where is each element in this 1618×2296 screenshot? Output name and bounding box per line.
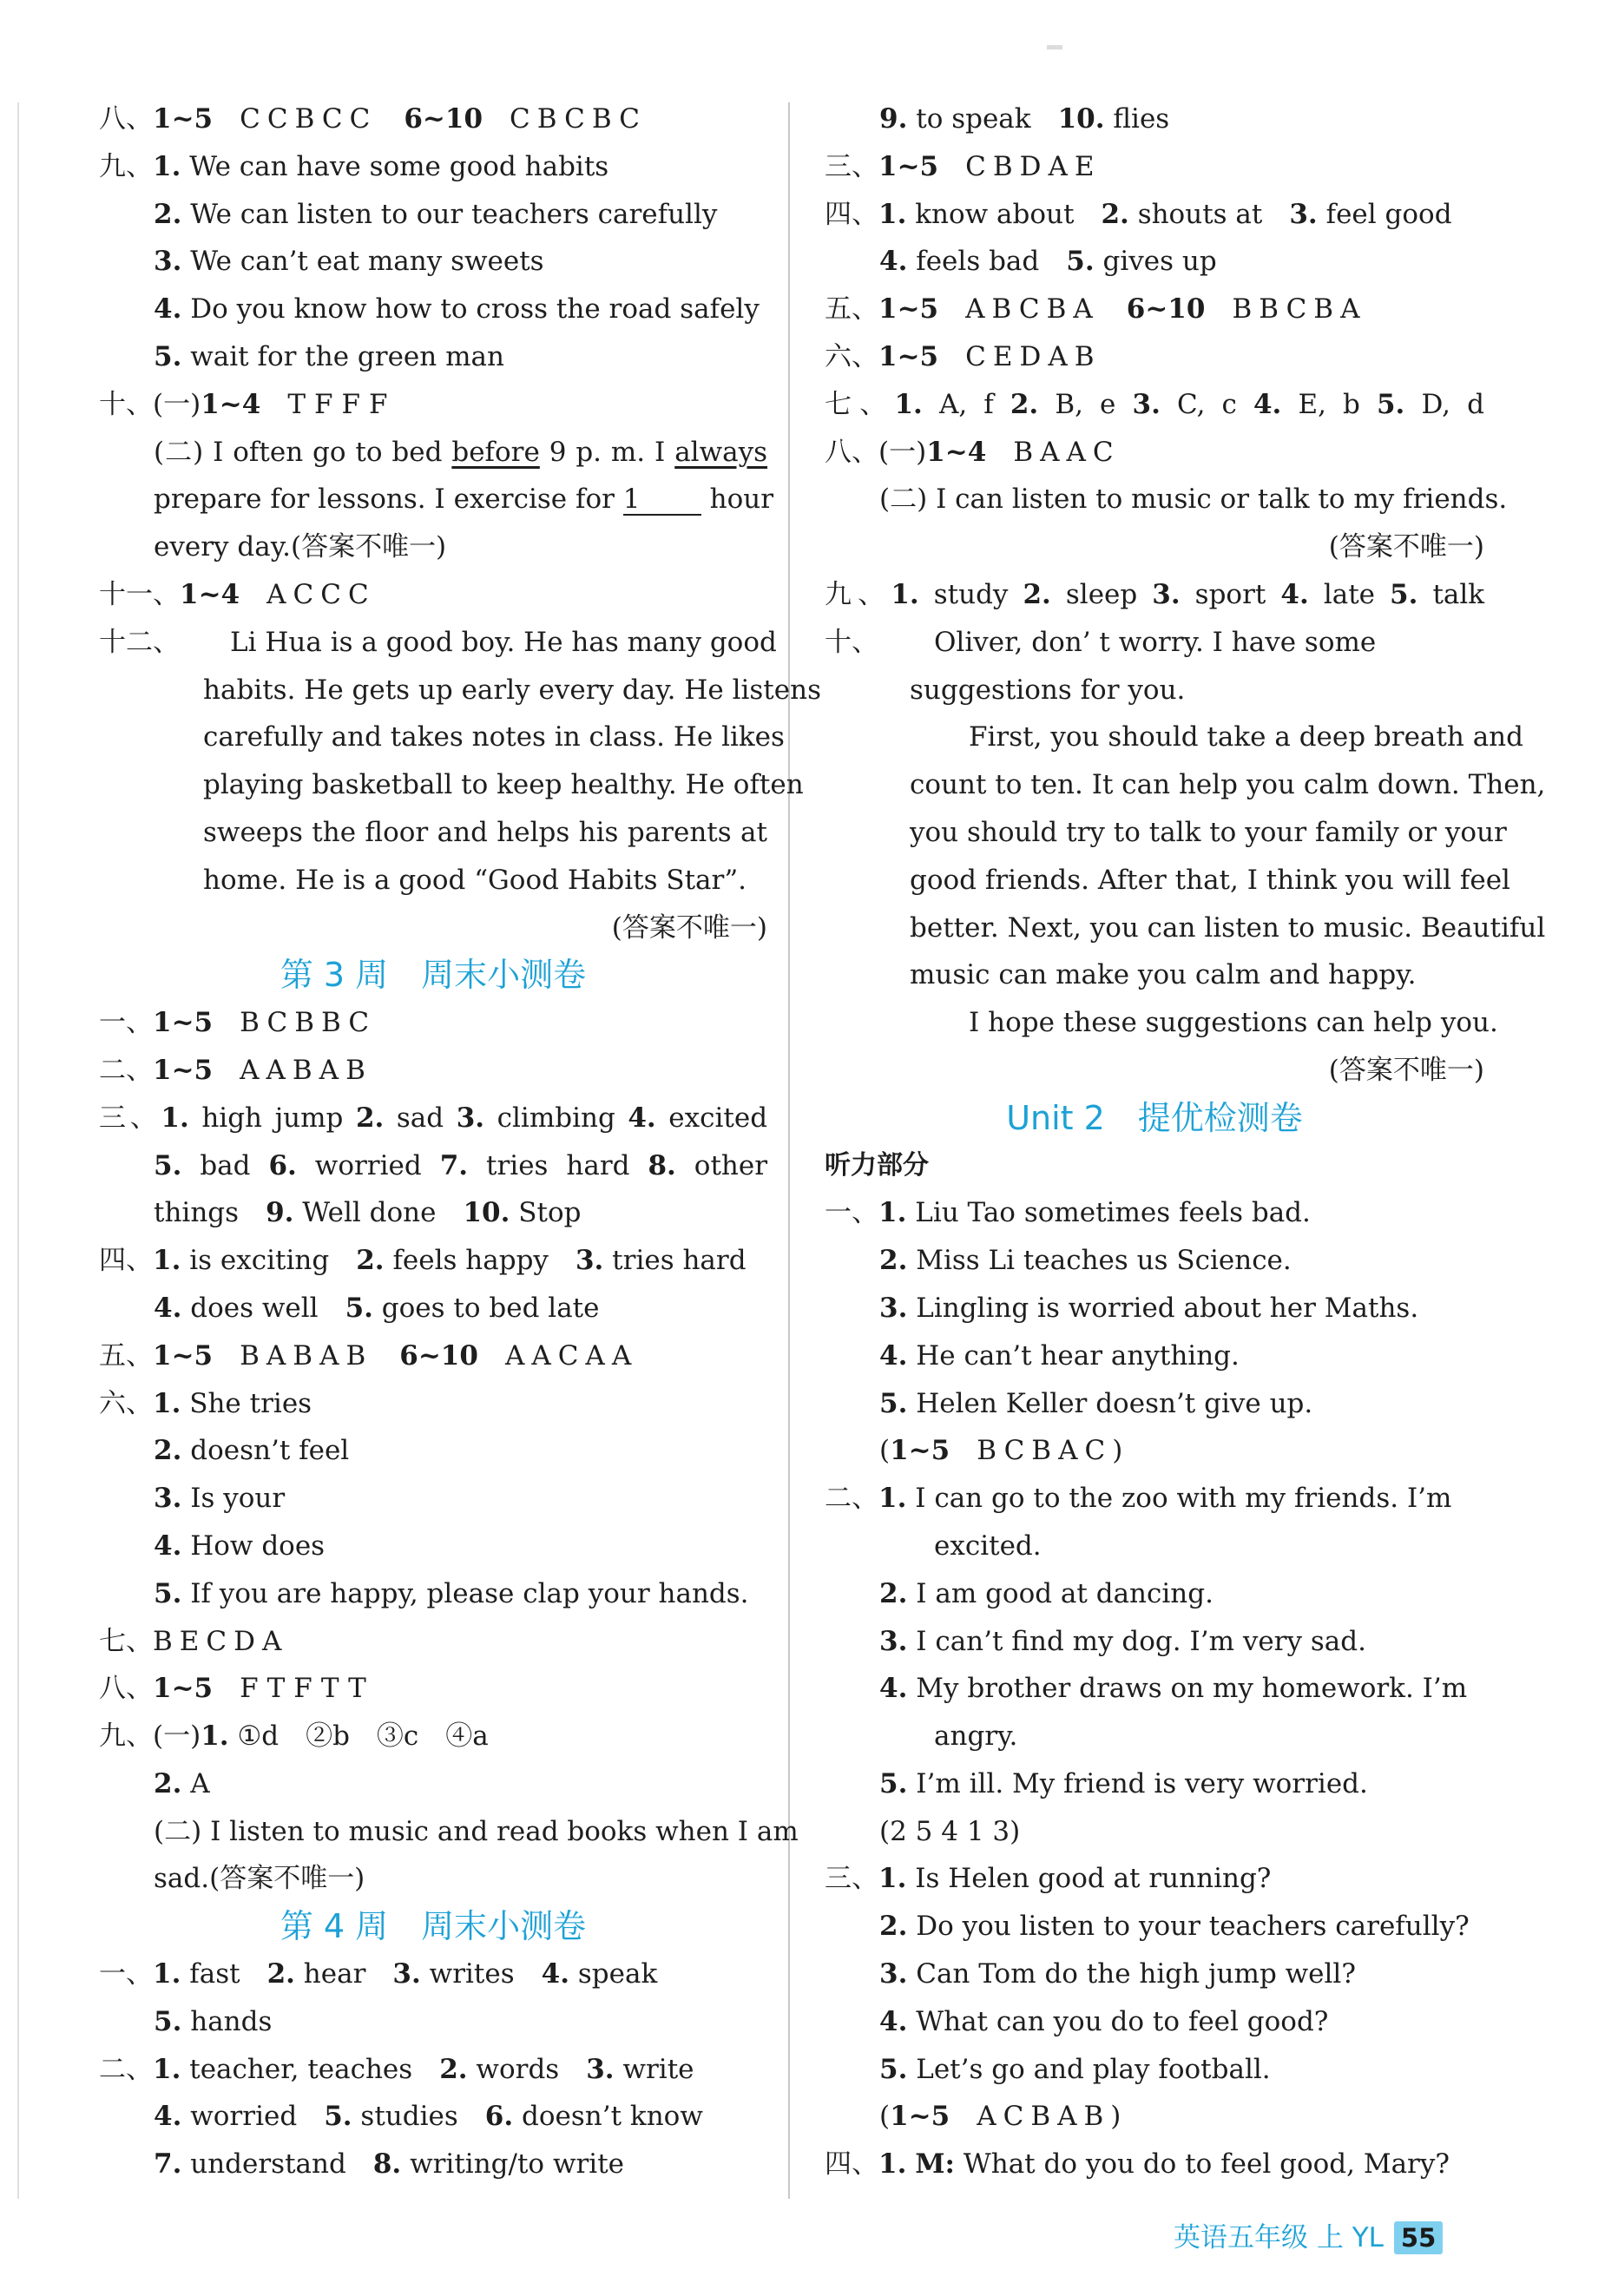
essay-line: habits. He gets up early every day. He listens [203, 674, 821, 706]
answer-line: 八、1~5 FTFTT [99, 1673, 375, 1705]
answer-line: things 9. Well done 10. Stop [154, 1197, 582, 1229]
page-number: 55 [1394, 2221, 1443, 2254]
answer-line: 九、1. study 2. sleep 3. sport 4. late 5. talk [825, 578, 1485, 610]
answer-line: 五、1~5 BABAB 6~10 AACAA [99, 1339, 639, 1372]
answer-line: 十、 Oliver, don’ t worry. I have some [825, 626, 1377, 658]
essay-line: playing basketball to keep healthy. He often [203, 769, 804, 801]
essay-line: sweeps the floor and helps his parents at [203, 816, 767, 848]
essay-line: you should try to talk to your family or your [910, 816, 1507, 848]
scan-mark [1047, 45, 1062, 49]
essay-line: First, you should take a deep breath and [969, 721, 1523, 753]
essay-line: I hope these suggestions can help you. [969, 1007, 1498, 1039]
answer-line: 5. bad 6. worried 7. tries hard 8. other [154, 1149, 768, 1181]
answer-line: 九、(一)1. ①d ②b ③c ④a [99, 1720, 489, 1753]
answer-line: 五、1~5 ABCBA 6~10 BBCBA [825, 293, 1367, 326]
answer-line: 4. feels bad 5. gives up [879, 246, 1217, 278]
answer-line: 三、1. Is Helen good at running? [825, 1863, 1272, 1895]
answer-line: 7. understand 8. writing/to write [154, 2148, 625, 2181]
answer-line: (二) I can listen to music or talk to my friends. [879, 484, 1508, 516]
answer-line: 2. Do you listen to your teachers carefully? [879, 1911, 1470, 1943]
section-heading: 第 3 周 周末小测卷 [280, 956, 587, 995]
essay-line: carefully and takes notes in class. He likes [203, 721, 785, 753]
answer-line: 2. We can listen to our teachers carefully [154, 198, 718, 230]
subsection-heading: 听力部分 [825, 1149, 929, 1181]
answer-line: 5. Helen Keller doesn’t give up. [879, 1387, 1313, 1419]
page-footer [1174, 2219, 1443, 2257]
answer-line: 九、1. We can have some good habits [99, 150, 609, 182]
essay-line: good friends. After that, I think you will feel [910, 864, 1510, 896]
answer-line: every day.(答案不唯一) [154, 531, 447, 563]
answer-line: 四、1. is exciting 2. feels happy 3. tries hard [99, 1245, 747, 1277]
essay-line: count to ten. It can help you calm down. Then, [910, 769, 1546, 801]
answer-line: 4. does well 5. goes to bed late [154, 1292, 600, 1324]
answer-line: 二、1~5 AABAB [99, 1054, 372, 1086]
answer-line: (二) I listen to music and read books when I am [154, 1815, 799, 1847]
answer-line: 2. I am good at dancing. [879, 1577, 1214, 1609]
note: (答案不唯一) [1328, 531, 1484, 563]
answer-line: 5. I’m ill. My friend is very worried. [879, 1767, 1368, 1799]
answer-line: 三、1. high jump 2. sad 3. climbing 4. excited [99, 1102, 768, 1134]
column-divider [788, 102, 790, 2199]
answer-line: 六、1. She tries [99, 1387, 312, 1419]
answer-line: 2. Miss Li teaches us Science. [879, 1245, 1292, 1277]
answer-line: 一、1. Liu Tao sometimes feels bad. [825, 1197, 1311, 1229]
left-margin-rule [17, 102, 19, 2199]
note: (答案不唯一) [1328, 1054, 1484, 1086]
left-column [99, 95, 821, 2188]
answer-line: (2 5 4 1 3) [879, 1815, 1021, 1847]
answer-line: 一、1. fast 2. hear 3. writes 4. speak [99, 1958, 658, 1990]
answer-line: 二、1. I can go to the zoo with my friends. I’m [825, 1483, 1452, 1515]
answer-line: 二、1. teacher, teaches 2. words 3. write [99, 2053, 694, 2085]
answer-line: (1~5 ACBAB) [879, 2101, 1121, 2133]
answer-line: 3. We can’t eat many sweets [154, 246, 544, 278]
answer-line: 七、1. A, f 2. B, e 3. C, c 4. E, b 5. D, d [825, 388, 1484, 420]
answer-line: excited. [934, 1530, 1042, 1562]
essay-line: music can make you calm and happy. [910, 959, 1417, 991]
answer-line: 四、1. M: What do you do to feel good, Mary? [825, 2148, 1450, 2181]
answer-line: (二) I often go to bed before 9 p. m. I always [154, 436, 768, 468]
answer-line: 5. hands [154, 2005, 273, 2037]
answer-line: 十、(一)1~4 TFFF [99, 388, 397, 420]
answer-line: 3. Can Tom do the high jump well? [879, 1958, 1356, 1990]
answer-line: 4. How does [154, 1530, 326, 1562]
section-heading: 第 4 周 周末小测卷 [280, 1907, 587, 1946]
answer-line: 4. What can you do to feel good? [879, 2005, 1329, 2037]
answer-line: 3. I can’t find my dog. I’m very sad. [879, 1625, 1366, 1657]
answer-line: 5. Let’s go and play football. [879, 2053, 1271, 2085]
right-column [825, 95, 1546, 2188]
answer-line: 四、1. know about 2. shouts at 3. feel good [825, 198, 1452, 230]
answer-line: 4. worried 5. studies 6. doesn’t know [154, 2101, 703, 2133]
answer-line: 3. Is your [154, 1483, 286, 1515]
answer-line: prepare for lessons. I exercise for 1 hour [154, 484, 774, 516]
answer-line: 3. Lingling is worried about her Maths. [879, 1292, 1419, 1324]
answer-line: sad.(答案不唯一) [154, 1863, 365, 1895]
answer-line: 六、1~5 CEDAB [825, 340, 1102, 372]
answer-line: 三、1~5 CBDAE [825, 150, 1102, 182]
answer-line: 5. wait for the green man [154, 340, 504, 372]
answer-line: 十二、 Li Hua is a good boy. He has many good [99, 626, 777, 658]
answer-line: 七、BECDA [99, 1625, 289, 1657]
note: (答案不唯一) [611, 911, 767, 944]
answer-line: (1~5 BCBAC) [879, 1435, 1123, 1467]
answer-line: 一、1~5 BCBBC [99, 1007, 377, 1039]
essay-line: home. He is a good “Good Habits Star”. [203, 864, 747, 896]
answer-line: 2. A [154, 1767, 210, 1799]
answer-line: 八、1~5 CCBCC 6~10 CBCBC [99, 103, 647, 135]
answer-line: 4. Do you know how to cross the road safely [154, 293, 760, 326]
answer-line: 八、(一)1~4 BAAC [825, 436, 1121, 468]
essay-line: suggestions for you. [910, 674, 1186, 706]
answer-line: 9. to speak 10. flies [879, 103, 1170, 135]
answer-line: angry. [934, 1720, 1018, 1753]
essay-line: better. Next, you can listen to music. Beautiful [910, 911, 1546, 944]
book-title: 英语五年级 上 YL [1174, 2222, 1384, 2253]
answer-line: 十一、1~4 ACCC [99, 578, 376, 610]
answer-line: 2. doesn’t feel [154, 1435, 350, 1467]
answer-line: 5. If you are happy, please clap your hands. [154, 1577, 749, 1609]
answer-line: 4. He can’t hear anything. [879, 1339, 1240, 1372]
answer-line: 4. My brother draws on my homework. I’m [879, 1673, 1468, 1705]
section-heading: Unit 2 提优检测卷 [1006, 1098, 1303, 1137]
